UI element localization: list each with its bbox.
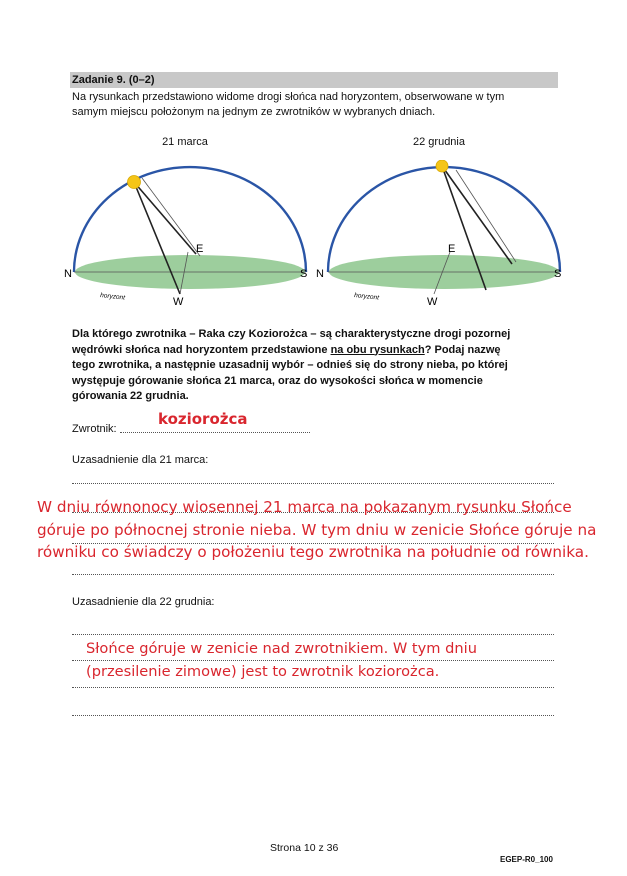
sun-path-diagram-march [62, 160, 317, 310]
south-label: S [300, 268, 308, 280]
sun-path-diagram-december [316, 160, 571, 310]
diagram-title-december: 22 grudnia [413, 136, 465, 148]
north-label: N [64, 268, 72, 280]
question-fragment: wędrówki słońca nad horyzontem przedstawione [72, 343, 331, 356]
question-underlined: na obu rysunkach [330, 343, 425, 356]
east-label: E [196, 243, 204, 255]
question-text [72, 327, 558, 405]
page-number: Strona 10 z 36 [270, 842, 339, 854]
sun-path-line [134, 182, 196, 254]
question-line: górowania 22 grudnia. [72, 390, 189, 402]
zwrotnik-answer: koziorożca [158, 410, 248, 428]
zwrotnik-answer-line [120, 432, 310, 433]
east-label: E [448, 243, 456, 255]
task-intro [72, 90, 558, 120]
intro-line: samym miejscu położonym na jednym ze zwrotników w wybranych dniach. [72, 106, 436, 118]
answer-line [72, 483, 554, 484]
question-line: występuje górowanie słońca 21 marca, oraz do wysokości słońca w momencie [72, 374, 483, 387]
sun-icon [128, 176, 141, 189]
north-label: N [316, 268, 324, 280]
south-label: S [554, 268, 562, 280]
december-justification-answer: Słońce góruje w zenicie nad zwrotnikiem. W tym dniu (przesilenie zimowe) jest to zwrotnik koziorożca. [86, 640, 477, 680]
march-justification-answer: W dniu równonocy wiosennej 21 marca na pokazanym rysunku Słońce góruje po północnej stronie nieba. W tym dniu w zenicie Słońce góruje na równiku co świadczy o położeniu tego zwrotnika na południe od równika. [37, 498, 597, 561]
question-fragment: ? Podaj nazwę [424, 343, 501, 356]
december-justification-label: Uzasadnienie dla 22 grudnia: [72, 596, 215, 608]
march-justification-label: Uzasadnienie dla 21 marca: [72, 454, 209, 466]
diagram-title-march: 21 marca [162, 136, 208, 148]
west-label: W [173, 296, 184, 308]
question-line: tego zwrotnika, a następnie uzasadnij wybór – odnieś się do strony nieba, po której [72, 359, 508, 371]
answer-line [72, 687, 554, 688]
task-header: Zadanie 9. (0–2) [70, 72, 558, 88]
answer-line [72, 634, 554, 635]
answer-line [72, 715, 554, 716]
question-line: Dla którego zwrotnika – Raka czy Koziorożca – są charakterystyczne drogi pozornej [72, 328, 511, 340]
sun-icon [436, 160, 448, 172]
intro-line: Na rysunkach przedstawiono widome drogi słońca nad horyzontem, obserwowane w tym [72, 91, 505, 103]
question-line [72, 343, 558, 359]
horizon-label: horyzont [353, 292, 380, 302]
sun-path-line [142, 178, 200, 256]
west-label: W [427, 296, 438, 308]
zwrotnik-label: Zwrotnik: [72, 423, 117, 435]
horizon-label: horyzont [99, 292, 126, 302]
document-code: EGEP-R0_100 [500, 855, 553, 864]
answer-line [72, 574, 554, 575]
